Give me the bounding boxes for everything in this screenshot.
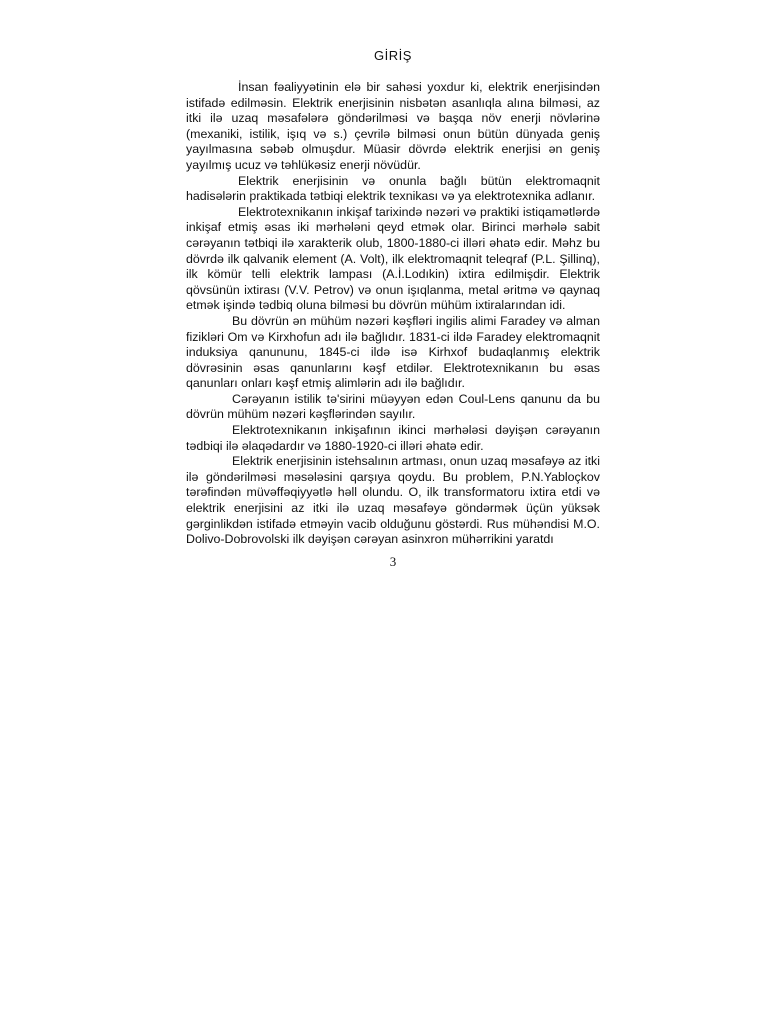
page-number: 3	[389, 553, 397, 569]
paragraph: Elektrik enerjisinin və onunla bağlı bütün elektromaqnit hadisələrin praktikada tətbiqi elektrik texnikası və ya elektrotexnika adlanır.	[186, 173, 600, 204]
paragraph: Bu dövrün ən mühüm nəzəri kəşfləri ingilis alimi Faradey və alman fizikləri Om və Kirxhofun adı ilə bağlıdır. 1831-ci ildə Faradey elektromaqnit induksiya qanununu, 1845-ci ildə isə Kirhxof budaqlanmış elektrik dövrəsinin əsas qanunlarını kəşf etdilər. Elektrotexnikanın bu əsas qanunları onları kəşf etmiş alimlərin adı ilə bağlıdır.	[186, 313, 600, 391]
paragraph: Elektrik enerjisinin istehsalının artması, onun uzaq məsafəyə az itki ilə göndərilməsi məsələsini qarşıya qoydu. Bu problem, P.N.Yabloçkov tərəfindən müvəffəqiyyətlə həll olundu. O, ilk transformatoru ixtira etdi və elektrik enerjisini az itki ilə uzaq məsafəyə göndərmək üçün yüksək gərginlikdən istifadə etməyin vacib olduğunu göstərdi. Rus mühəndisi M.O. Dolivo-Dobrovolski ilk dəyişən cərəyan asinxron mühərrikini yaratdı	[186, 454, 600, 547]
page-title: GİRİŞ	[374, 48, 412, 63]
paragraph: Cərəyanın istilik tə'sirini müəyyən edən Coul-Lens qanunu da bu dövrün mühüm nəzəri kəşflərindən sayılır.	[186, 391, 600, 422]
paragraph: Elektrotexnikanın inkişaf tarixində nəzəri və praktiki istiqamətlərdə inkişaf etmiş əsas iki mərhələni qeyd etmək olar. Birinci mərhələ sabit cərəyanın tətbiqi ilə xarakterik olub, 1800-1880-ci illəri əhatə edir. Məhz bu dövrdə ilk qalvanik element (A. Volt), ilk elektromaqnit teleqraf (P.L. Şillinq), ilk kömür telli elektrik lampası (A.İ.Lodıkin) ixtira edilmişdir. Elektrik qövsünün ixtirası (V.V. Petrov) və onun işıqlanma, metal əritmə və qaynaq etmək işində tədbiq oluna bilməsi bu dövrün mühüm ixtiralarından idi.	[186, 204, 600, 313]
paragraph: Elektrotexnikanın inkişafının ikinci mərhələsi dəyişən cərəyanın tədbiqi ilə əlaqədardır və 1880-1920-ci illəri əhatə edir.	[186, 423, 600, 453]
book-page	[186, 48, 600, 570]
body-text	[186, 80, 600, 548]
paragraph: İnsan fəaliyyətinin elə bir sahəsi yoxdur ki, elektrik enerjisindən istifadə edilməsin. Elektrik enerjisinin nisbətən asanlıqla alına bilməsi, az itki ilə uzaq məsafələrə göndərilməsi və başqa növ enerji növlərinə (mexaniki, istilik, işıq və s.) çevrilə bilməsi onun bütün dünyada geniş yayılmasına səbəb olmuşdur. Müasir dövrdə elektrik enerjisi ən geniş yayılmış ucuz və təhlükəsiz enerji növüdür.	[186, 80, 600, 172]
